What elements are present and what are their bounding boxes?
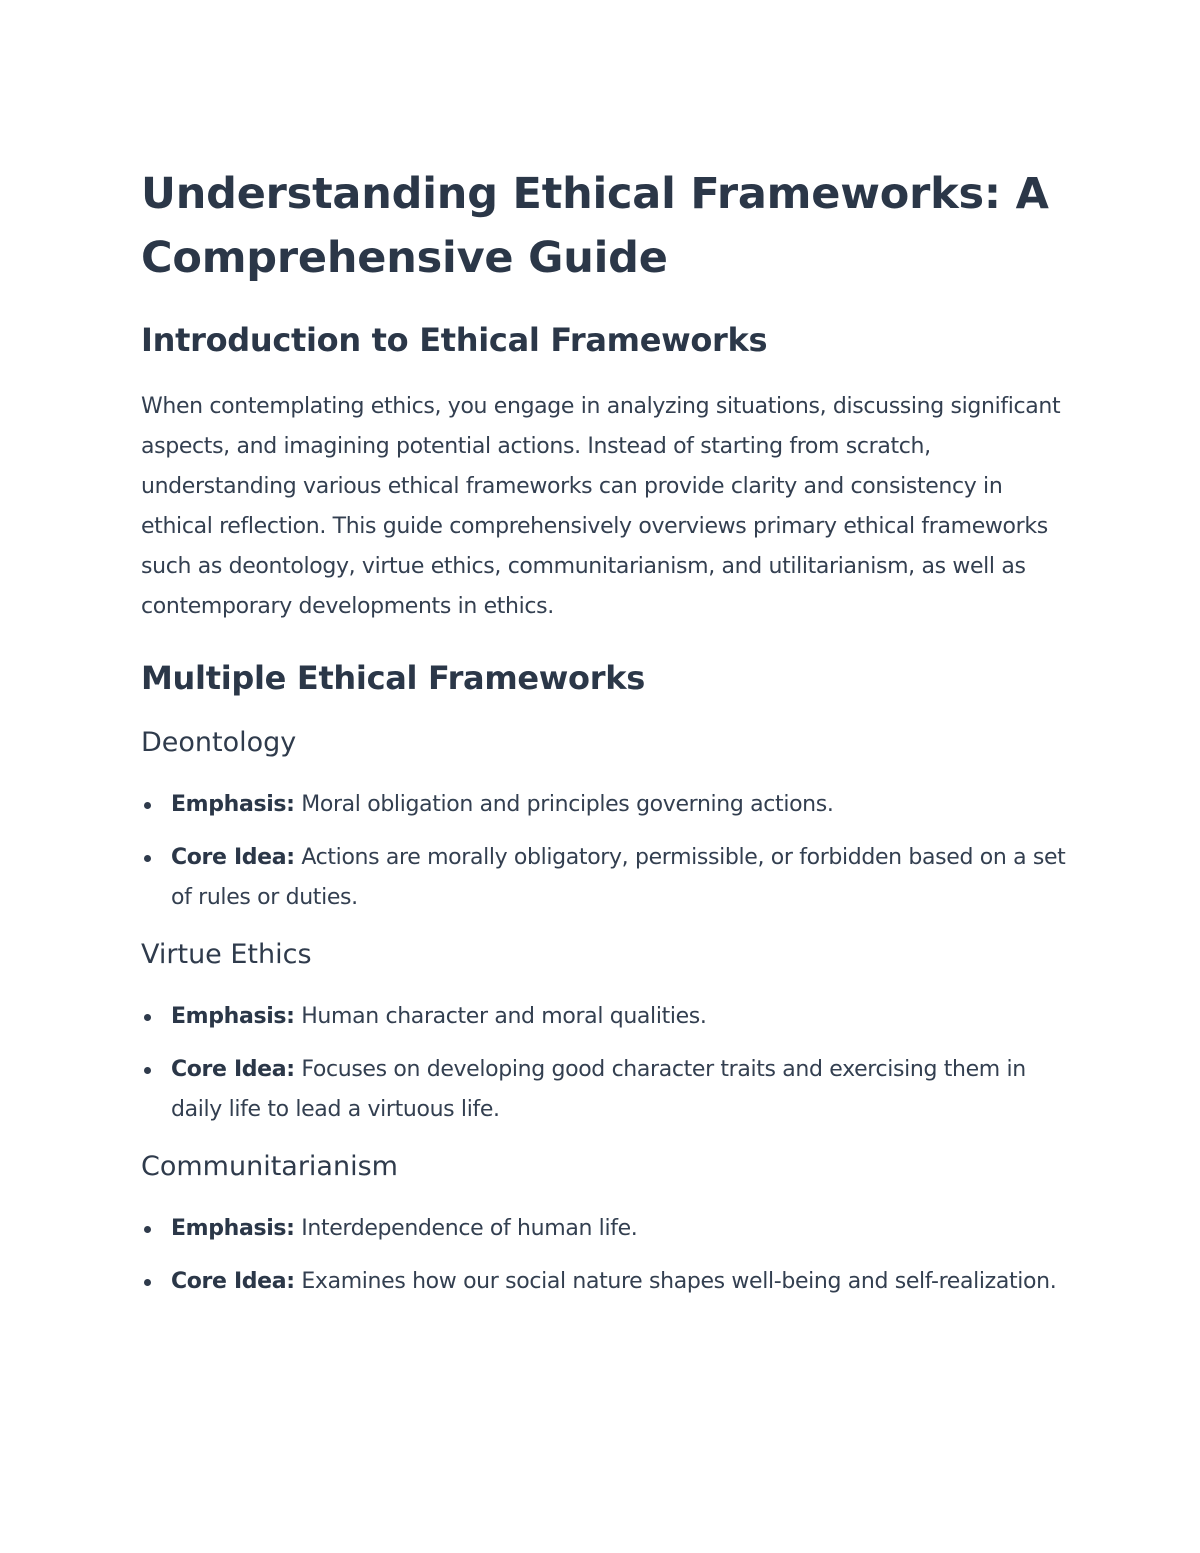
virtue-ethics-list [141, 997, 1071, 1130]
list-item [141, 838, 1071, 918]
communitarianism-list [141, 1209, 1071, 1302]
item-text: Actions are morally obligatory, permissible, or forbidden based on a set of rules or duties. [171, 845, 1066, 910]
section-heading-introduction: Introduction to Ethical Frameworks [141, 321, 768, 359]
intro-paragraph: When contemplating ethics, you engage in analyzing situations, discussing significant aspects, and imagining potential actions. Instead of starting from scratch, understanding various ethical frameworks can provide clarity and consistency in ethical reflection. This guide comprehensively overviews primary ethical frameworks such as deontology, virtue ethics, communitarianism, and utilitarianism, as well as contemporary developments in ethics. [141, 394, 1061, 619]
bullet-icon [144, 802, 151, 809]
item-text: Examines how our social nature shapes well-being and self-realization. [294, 1269, 1057, 1294]
item-text: Human character and moral qualities. [294, 1004, 707, 1029]
item-term: Core Idea: [171, 1057, 295, 1082]
list-item [141, 997, 1071, 1037]
subsection-heading-communitarianism: Communitarianism [141, 1151, 398, 1182]
bullet-icon [144, 1226, 151, 1233]
item-term: Emphasis: [171, 1004, 295, 1029]
bullet-icon [144, 1014, 151, 1021]
section-heading-multiple-frameworks: Multiple Ethical Frameworks [141, 659, 645, 697]
item-term: Emphasis: [171, 792, 295, 817]
item-text: Focuses on developing good character traits and exercising them in daily life to lead a virtuous life. [171, 1057, 1026, 1122]
bullet-icon [144, 1279, 151, 1286]
bullet-icon [144, 1067, 151, 1074]
subsection-heading-virtue-ethics: Virtue Ethics [141, 939, 312, 970]
document-title: Understanding Ethical Frameworks: A Comprehensive Guide [141, 169, 1049, 283]
item-term: Emphasis: [171, 1216, 295, 1241]
deontology-list [141, 785, 1071, 918]
list-item [141, 1209, 1071, 1249]
item-text: Moral obligation and principles governing actions. [294, 792, 834, 817]
document-page [141, 162, 1071, 1302]
bullet-icon [144, 855, 151, 862]
item-term: Core Idea: [171, 1269, 295, 1294]
list-item [141, 1050, 1071, 1130]
subsection-heading-deontology: Deontology [141, 727, 297, 758]
list-item [141, 785, 1071, 825]
item-text: Interdependence of human life. [294, 1216, 638, 1241]
list-item [141, 1262, 1071, 1302]
item-term: Core Idea: [171, 845, 295, 870]
